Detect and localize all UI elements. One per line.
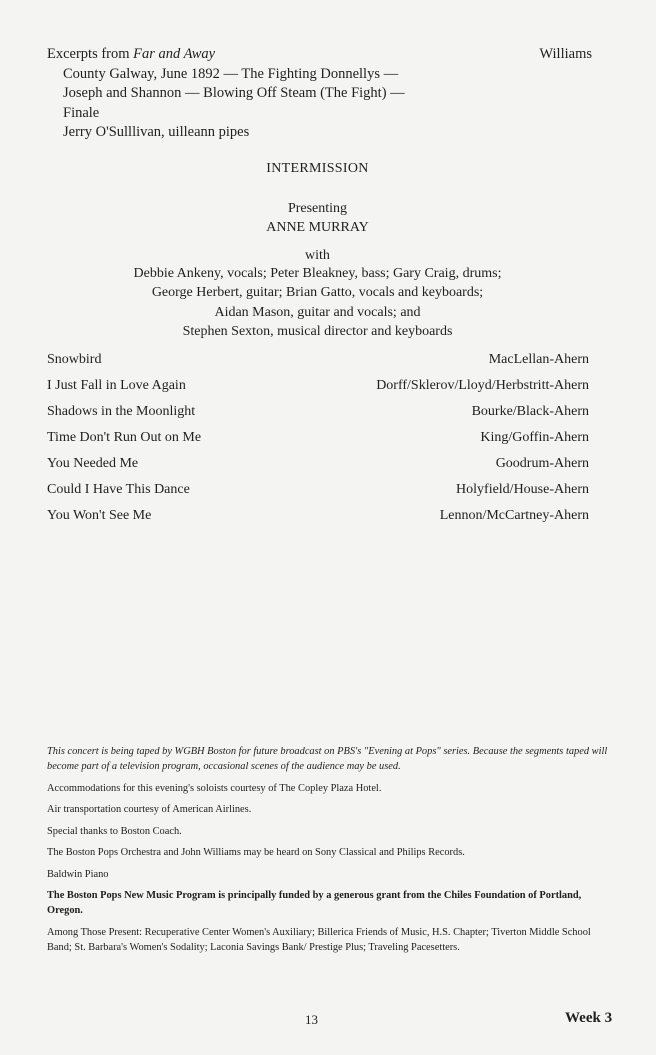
week-label: Week 3	[565, 1010, 613, 1026]
personnel-list	[0, 264, 635, 341]
personnel-line: Aidan Mason, guitar and vocals; and	[214, 304, 421, 320]
song-composer: Bourke/Black-Ahern	[471, 404, 589, 419]
notes-section	[47, 744, 615, 961]
song-title: Snowbird	[47, 352, 102, 367]
song-title: Could I Have This Dance	[47, 482, 190, 497]
records-note: The Boston Pops Orchestra and John Williams may be heard on Sony Classical and Philips Records.	[47, 847, 465, 858]
program-row	[47, 506, 589, 532]
excerpt-heading	[47, 45, 592, 65]
song-title: I Just Fall in Love Again	[47, 378, 186, 393]
among-present-note: Among Those Present: Recuperative Center Women's Auxiliary; Billerica Friends of Music, H.S. Chapter; Tiverton Middle School Band; St. Barbara's Women's Sodality; Laconia Savings Bank/ Prestige Plus; Traveling Pacesetters.	[47, 926, 591, 953]
excerpt-title: Excerpts from Far and Away	[47, 46, 216, 62]
excerpt-line: Finale	[63, 104, 100, 121]
presenting-label: Presenting	[287, 201, 348, 216]
taping-note: This concert is being taped by WGBH Boston for future broadcast on PBS's "Evening at Pops" series. Because the segments taped will become part of a television program, occasional scenes of the audience may be used.	[47, 746, 608, 772]
work-title: Far and Away	[133, 46, 216, 62]
intermission-heading: INTERMISSION	[266, 161, 369, 176]
program-list	[47, 350, 589, 532]
excerpt-line: County Galway, June 1892 — The Fighting Donnellys —	[63, 65, 399, 82]
song-title: You Needed Me	[47, 456, 139, 471]
personnel-line: Stephen Sexton, musical director and keyboards	[182, 323, 453, 339]
piano-note: Baldwin Piano	[47, 868, 109, 880]
song-title: You Won't See Me	[47, 508, 152, 523]
song-composer: MacLellan-Ahern	[488, 352, 589, 367]
program-row	[47, 454, 589, 480]
song-composer: Dorff/Sklerov/Lloyd/Herbstritt-Ahern	[376, 378, 589, 393]
accommodations-note: Accommodations for this evening's soloists courtesy of The Copley Plaza Hotel.	[47, 782, 382, 794]
program-row	[47, 428, 589, 454]
with-label: with	[305, 248, 330, 263]
excerpt-block	[47, 45, 592, 143]
excerpt-composer: Williams	[539, 46, 592, 62]
song-composer: Goodrum-Ahern	[495, 456, 589, 471]
soloist-line: Jerry O'Sulllivan, uilleann pipes	[63, 124, 250, 140]
program-row	[47, 480, 589, 506]
song-composer: King/Goffin-Ahern	[480, 430, 589, 445]
excerpt-line: Joseph and Shannon — Blowing Off Steam (The Fight) —	[63, 85, 405, 101]
program-row	[47, 350, 589, 376]
artist-name: ANNE MURRAY	[266, 220, 369, 235]
personnel-line: George Herbert, guitar; Brian Gatto, vocals and keyboards;	[151, 285, 484, 301]
funding-note: The Boston Pops New Music Program is principally funded by a generous grant from the Chiles Foundation of Portland, Oregon.	[47, 890, 582, 916]
page-number: 13	[305, 1012, 318, 1027]
song-composer: Holyfield/House-Ahern	[456, 482, 589, 497]
air-transport-note: Air transportation courtesy of American Airlines.	[47, 804, 252, 815]
song-title: Shadows in the Moonlight	[47, 404, 196, 419]
presenting-block	[0, 199, 635, 237]
personnel-line: Debbie Ankeny, vocals; Peter Bleakney, bass; Gary Craig, drums;	[133, 266, 502, 281]
thanks-note: Special thanks to Boston Coach.	[47, 825, 182, 837]
song-title: Time Don't Run Out on Me	[47, 430, 202, 445]
program-row	[47, 376, 589, 402]
song-composer: Lennon/McCartney-Ahern	[439, 508, 589, 523]
program-row	[47, 402, 589, 428]
